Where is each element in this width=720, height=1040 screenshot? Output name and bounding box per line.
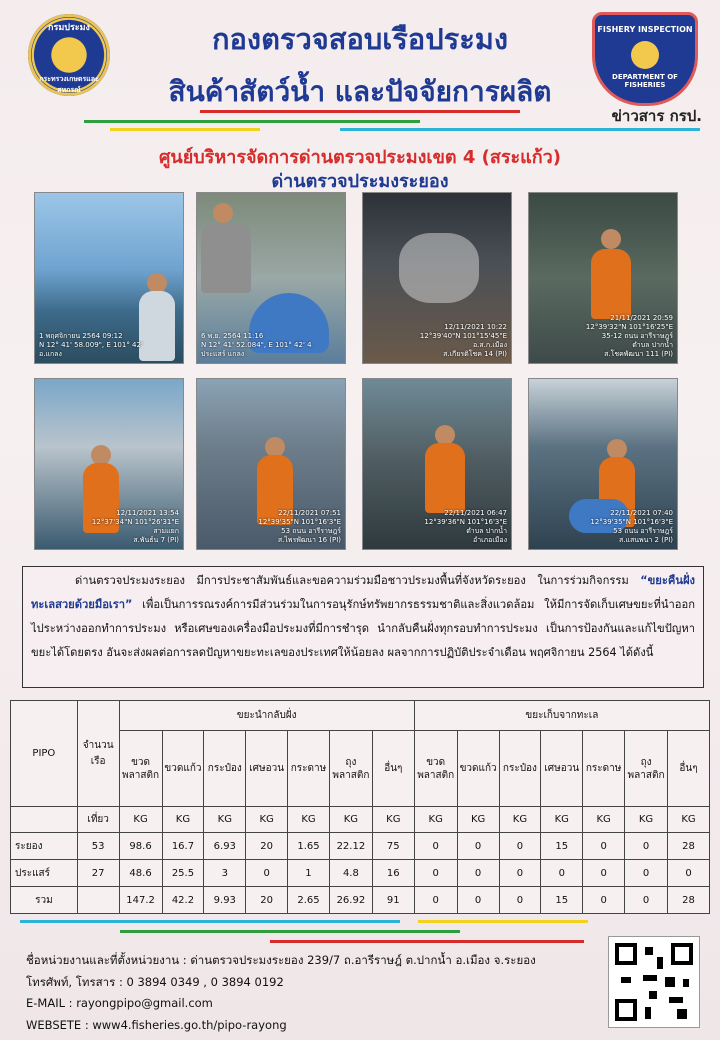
row-name: ระยอง [11,833,78,860]
sea-value-cell: 0 [583,833,625,860]
qr-code-icon[interactable] [608,936,700,1028]
activity-photo-6 [196,378,346,550]
person-head [213,203,233,223]
sea-value-cell: 0 [541,860,583,887]
trips-header: จำนวนเรือ [77,701,119,807]
person-head [601,229,621,249]
divider-green [84,120,420,123]
sea-value-cell: 0 [499,860,541,887]
shore-value-cell: 16.7 [162,833,204,860]
header-title-line2: สินค้าสัตว์น้ำ และปัจจัยการผลิต [168,75,552,108]
person-figure [201,223,251,293]
divider-red [270,940,584,943]
table-row [11,860,710,887]
sea-value-cell: 0 [457,860,499,887]
sea-category-header: กระดาษ [583,731,625,807]
sea-value-cell: 15 [541,887,583,914]
sea-group-header: ขยะเก็บจากทะเล [414,701,709,731]
shore-value-cell: 42.2 [162,887,204,914]
divider-yellow [110,128,260,131]
sea-value-cell: 0 [625,887,668,914]
department-of-fisheries-logo [28,14,110,96]
person-figure [425,443,465,513]
divider-cyan [340,128,700,131]
announcement-paragraph [31,569,695,665]
unit-cell: KG [372,807,414,833]
person-figure [139,291,175,361]
announcement-text-box [22,566,704,688]
divider-yellow [418,920,588,923]
shore-value-cell: 22.12 [329,833,372,860]
unit-cell: KG [204,807,246,833]
row-trips [77,887,119,914]
unit-cell: KG [414,807,457,833]
divider-green [120,930,460,933]
photo-stamp: 1 พฤศจิกายน 2564 09:12 N 12° 41' 58.009", E 101° 42' อ.แกลง [39,332,143,358]
sea-category-header: ถุงพลาสติก [625,731,668,807]
fishery-inspection-logo [592,12,698,106]
row-name: ประแสร์ [11,860,78,887]
shore-category-header: เศษอวน [246,731,288,807]
photo-stamp: 6 พ.ย. 2564 11:16 N 12° 41' 52.084", E 101° 42' 4 ประแสร์ แกลง [201,332,312,358]
sea-value-cell: 28 [668,887,710,914]
sea-category-header: กระป๋อง [499,731,541,807]
shore-value-cell: 25.5 [162,860,204,887]
person-head [265,437,285,457]
divider-red [200,110,520,113]
logo-left-top-text: กรมประมง [48,23,90,33]
unit-cell: KG [162,807,204,833]
shore-value-cell: 26.92 [329,887,372,914]
person-head [607,439,627,459]
sea-value-cell: 0 [583,860,625,887]
unit-cell: KG [119,807,162,833]
row-trips: 53 [77,833,119,860]
activity-photo-4 [528,192,678,364]
body-part1: ด่านตรวจประมงระยอง มีการประชาสัมพันธ์และขอความร่วมมือชาวประมงพื้นที่จังหวัดระยอง ในการร่วมกิจกรรม [75,574,641,587]
sea-value-cell: 0 [414,887,457,914]
shore-group-header: ขยะนำกลับฝั่ง [119,701,414,731]
shore-category-header: ขวดพลาสติก [119,731,162,807]
sea-value-cell: 0 [499,833,541,860]
sea-category-header: เศษอวน [541,731,583,807]
emblem-icon [631,41,659,69]
waste-net-bag [399,233,479,303]
campaign-name: “ขยะคืนฝั่ง ทะเลสวยด้วยมือเรา” [31,574,695,611]
sea-value-cell: 0 [414,860,457,887]
shore-value-cell: 9.93 [204,887,246,914]
shore-value-cell: 6.93 [204,833,246,860]
shore-value-cell: 3 [204,860,246,887]
photo-stamp: 12/11/2021 13:54 12°37'34"N 101°26'31"E สามแยก ส.พันธ์น 7 (PI) [91,509,179,544]
unit-cell: KG [625,807,668,833]
shore-category-header: อื่นๆ [372,731,414,807]
unit-cell: KG [288,807,330,833]
person-head [435,425,455,445]
activity-photo-8 [528,378,678,550]
shore-category-header: กระป๋อง [204,731,246,807]
unit-cell: KG [457,807,499,833]
sea-value-cell: 0 [457,887,499,914]
logo-right-bottom-text: DEPARTMENT OF FISHERIES [612,73,678,89]
unit-blank [11,807,78,833]
center-title: ศูนย์บริหารจัดการด่านตรวจประมงเขต 4 (สระแก้ว) [158,147,562,168]
footer-address: ชื่อหน่วยงานและที่ตั้งหน่วยงาน : ด่านตรวจประมงระยอง 239/7 ถ.อารีราษฎ์ ต.ปากน้ำ อ.เมือง จ.ระยอง [26,953,536,967]
shore-value-cell: 75 [372,833,414,860]
sea-category-header: อื่นๆ [668,731,710,807]
activity-photo-3 [362,192,512,364]
sea-value-cell: 0 [414,833,457,860]
sea-value-cell: 0 [625,833,668,860]
row-trips: 27 [77,860,119,887]
shore-value-cell: 147.2 [119,887,162,914]
unit-trips: เที่ยว [77,807,119,833]
shore-value-cell: 2.65 [288,887,330,914]
photo-stamp: 21/11/2021 20:59 12°39'32"N 101°16'25"E 35-12 ถนน อารีราษฎร์ ตำบล ปากน้ำ ส.โชคพัฒนา 111 (PI) [585,314,673,358]
activity-photo-5 [34,378,184,550]
table-row [11,833,710,860]
unit-cell: KG [541,807,583,833]
sea-category-header: ขวดพลาสติก [414,731,457,807]
shore-category-header: ถุงพลาสติก [329,731,372,807]
footer-phone: โทรศัพท์, โทรสาร : 0 3894 0349 , 0 3894 0192 [26,975,284,989]
table-header-row [11,701,710,731]
logo-right-top-text: FISHERY INSPECTION [597,25,693,34]
sea-value-cell: 15 [541,833,583,860]
center-subtitle: ด่านตรวจประมงระยอง [271,171,449,192]
activity-photo-1 [34,192,184,364]
waste-collection-table [10,700,710,914]
person-head [147,273,167,293]
shore-value-cell: 91 [372,887,414,914]
person-head [91,445,111,465]
header-title-line1: กองตรวจสอบเรือประมง [211,22,509,56]
activity-photo-2 [196,192,346,364]
person-figure [591,249,631,319]
table-total-row [11,887,710,914]
table-rows [11,833,710,914]
sea-value-cell: 0 [625,860,668,887]
row-name: รวม [11,887,78,914]
shore-value-cell: 4.8 [329,860,372,887]
unit-cell: KG [668,807,710,833]
shore-value-cell: 48.6 [119,860,162,887]
shore-value-cell: 20 [246,833,288,860]
shore-value-cell: 0 [246,860,288,887]
sea-category-header: ขวดแก้ว [457,731,499,807]
shore-category-header: กระดาษ [288,731,330,807]
news-label: ข่าวสาร กรป. [611,107,702,125]
footer-email[interactable]: E-MAIL : rayongpipo@gmail.com [26,996,213,1010]
shore-value-cell: 1.65 [288,833,330,860]
shore-category-header: ขวดแก้ว [162,731,204,807]
footer-website[interactable]: WEBSETE : www4.fisheries.go.th/pipo-rayong [26,1018,287,1032]
shore-value-cell: 20 [246,887,288,914]
unit-cell: KG [583,807,625,833]
logo-left-bottom-text: กระทรวงเกษตรและสหกรณ์ [39,75,99,94]
shore-value-cell: 1 [288,860,330,887]
photo-stamp: 22/11/2021 07:40 12°39'35"N 101°16'3"E 53 ถนน อารีราษฎร์ ส.แสนพนา 2 (PI) [590,509,673,544]
divider-cyan [20,920,400,923]
photo-stamp: 12/11/2021 10:22 12°39'40"N 101°15'45"E อ.ส.ก.เมือง ส.เกียรติโชค 14 (PI) [419,323,507,358]
pipo-header: PIPO [11,701,78,807]
unit-cell: KG [499,807,541,833]
body-part2: เพื่อเป็นการรณรงค์การมีส่วนร่วมในการอนุรักษ์ทรัพยากรธรรมชาติและสิ่งแวดล้อม ให้มีการจัดเก็บเศษขยะที่นำออกไประหว่างออกทำการประมง หรือเศษของเครื่องมือประมงที่มีการชำรุด นำกลับคืนฝั่งทุกรอบทำการประมง เป็นการป้องกันและแก้ไขปัญหาขยะได้โดยตรง อันจะส่งผลต่อการลดปัญหาขยะทะเลของประเทศให้น้อยลง ผลจากการปฏิบัติประจำเดือน พฤศจิกายน 2564 ได้ดังนี้ [31,598,695,659]
unit-cell: KG [329,807,372,833]
activity-photo-7 [362,378,512,550]
shore-value-cell: 98.6 [119,833,162,860]
sea-value-cell: 0 [583,887,625,914]
sea-value-cell: 0 [668,860,710,887]
sea-value-cell: 0 [499,887,541,914]
sea-value-cell: 28 [668,833,710,860]
photo-stamp: 22/11/2021 07:51 12°39'35"N 101°16'3"E 53 ถนน อารีราษฎร์ ส.ไพรพัฒนา 16 (PI) [258,509,341,544]
sea-value-cell: 0 [457,833,499,860]
shore-value-cell: 16 [372,860,414,887]
photo-stamp: 22/11/2021 06:47 12°39'36"N 101°16'3"E ตำบล ปากน้ำ อำเภอเมือง [424,509,507,544]
unit-row [11,807,710,833]
unit-cell: KG [246,807,288,833]
